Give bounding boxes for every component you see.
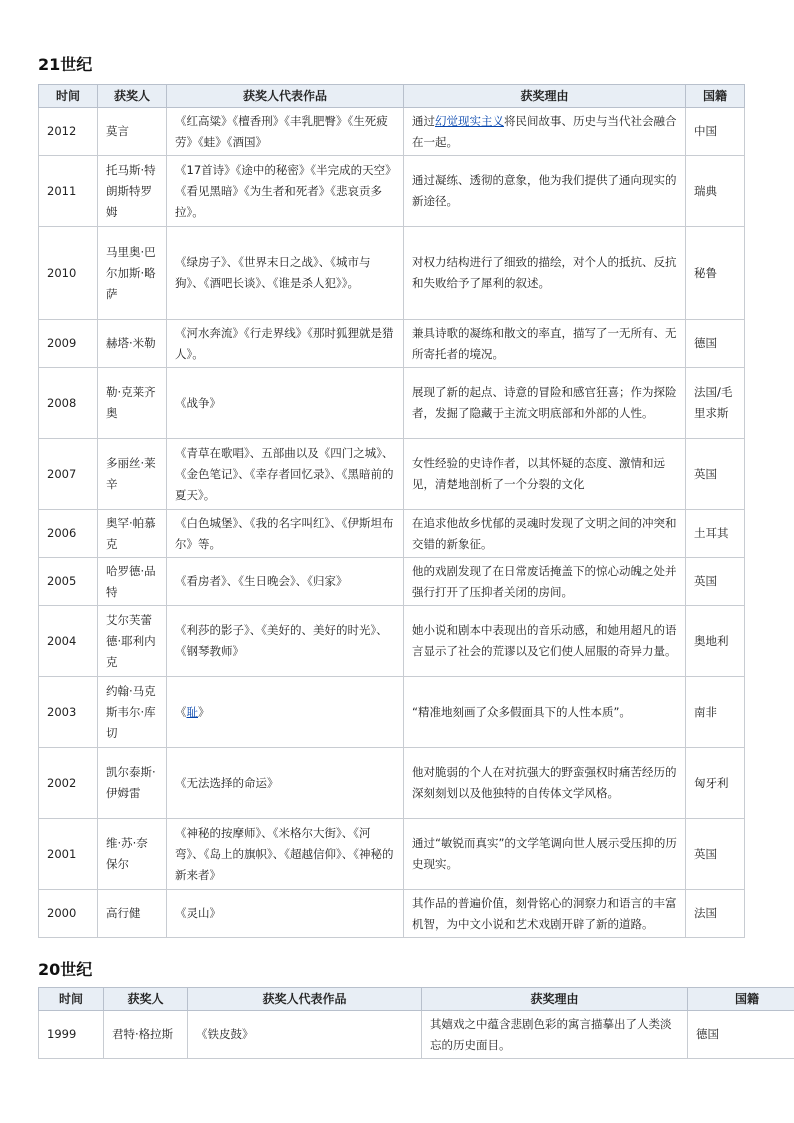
cell-works <box>188 1011 422 1059</box>
cell-reason <box>404 320 686 368</box>
cell-country: 秘鲁 <box>686 227 745 320</box>
wiki-link[interactable]: 幻觉现实主义 <box>435 113 504 128</box>
cell-works <box>167 108 404 156</box>
cell-laureate: 高行健 <box>98 890 167 938</box>
table-header-row <box>39 988 794 1011</box>
cell-country: 德国 <box>686 320 745 368</box>
cell-laureate: 多丽丝·莱辛 <box>98 439 167 510</box>
cell-laureate: 托马斯·特朗斯特罗姆 <box>98 156 167 227</box>
nobel-table-21st-century <box>38 84 745 938</box>
text-run: 通过凝练、透彻的意象，他为我们提供了通向现实的新途径。 <box>412 173 677 208</box>
text-run: 在追求他故乡忧郁的灵魂时发现了文明之间的冲突和交错的新象征。 <box>412 515 677 551</box>
text-run: 《战争》 <box>175 395 221 410</box>
cell-country: 英国 <box>686 439 745 510</box>
cell-works <box>167 320 404 368</box>
table-row <box>39 510 745 558</box>
cell-reason <box>404 890 686 938</box>
table-row <box>39 558 745 606</box>
cell-reason <box>404 156 686 227</box>
cell-laureate: 艾尔芙蕾德·耶利内克 <box>98 606 167 677</box>
text-run: 《17首诗》《途中的秘密》《半完成的天空》《看见黑暗》《为生者和死者》《悲哀贡多拉》。 <box>175 162 391 219</box>
header-laureate: 获奖人 <box>104 988 188 1011</box>
section-title-20th-century: 20世纪 <box>38 960 93 979</box>
cell-laureate: 哈罗德·品特 <box>98 558 167 606</box>
text-run: 《 <box>175 704 187 719</box>
text-run: 《灵山》 <box>175 906 221 920</box>
cell-country: 德国 <box>688 1011 794 1059</box>
cell-country: 法国 <box>686 890 745 938</box>
table-row <box>39 439 745 510</box>
cell-laureate: 凯尔泰斯·伊姆雷 <box>98 748 167 819</box>
text-run: “精准地刻画了众多假面具下的人性本质”。 <box>412 704 631 719</box>
section-title-21st-century: 21世纪 <box>38 55 93 74</box>
cell-country: 匈牙利 <box>686 748 745 819</box>
cell-laureate: 维·苏·奈保尔 <box>98 819 167 890</box>
cell-works <box>167 890 404 938</box>
cell-works <box>167 606 404 677</box>
table-row <box>39 677 745 748</box>
text-run: 将民间故事、历史与当代社会融合在一起。 <box>412 113 677 149</box>
table-row <box>39 819 745 890</box>
cell-year: 2004 <box>39 606 98 677</box>
cell-laureate: 马里奥·巴尔加斯·略萨 <box>98 227 167 320</box>
cell-works <box>167 439 404 510</box>
header-country: 国籍 <box>686 85 745 108</box>
cell-laureate: 赫塔·米勒 <box>98 320 167 368</box>
cell-laureate: 君特·格拉斯 <box>104 1011 188 1059</box>
cell-year: 1999 <box>39 1011 104 1059</box>
cell-reason <box>404 510 686 558</box>
text-run: 《铁皮鼓》 <box>196 1027 254 1041</box>
text-run: 他的戏剧发现了在日常废话掩盖下的惊心动魄之处并强行打开了压抑者关闭的房间。 <box>412 563 677 599</box>
table-row <box>39 368 745 439</box>
cell-country: 土耳其 <box>686 510 745 558</box>
text-run: 《利莎的影子》、《美好的、美好的时光》、《钢琴教师》 <box>175 623 388 658</box>
header-reason: 获奖理由 <box>422 988 688 1011</box>
text-run: 《无法选择的命运》 <box>175 775 279 790</box>
header-year: 时间 <box>39 85 98 108</box>
cell-reason <box>404 748 686 819</box>
text-run: 《白色城堡》、《我的名字叫红》、《伊斯坦布尔》等。 <box>175 515 394 551</box>
cell-year: 2012 <box>39 108 98 156</box>
cell-year: 2010 <box>39 227 98 320</box>
wiki-link[interactable]: 耻 <box>186 704 198 719</box>
cell-reason <box>404 606 686 677</box>
header-laureate: 获奖人 <box>98 85 167 108</box>
table-row <box>39 227 745 320</box>
table-row <box>39 1011 794 1059</box>
text-run: 女性经验的史诗作者，以其怀疑的态度、激情和远见，清楚地剖析了一个分裂的文化 <box>412 456 665 491</box>
table-row <box>39 606 745 677</box>
table-row <box>39 748 745 819</box>
cell-works <box>167 156 404 227</box>
cell-works <box>167 558 404 606</box>
cell-reason <box>404 108 686 156</box>
table-row <box>39 108 745 156</box>
header-works: 获奖人代表作品 <box>188 988 422 1011</box>
nobel-table-20th-century <box>38 987 794 1059</box>
text-run: 《看房者》、《生日晚会》、《归家》 <box>175 574 348 588</box>
cell-year: 2006 <box>39 510 98 558</box>
text-run: 《红高粱》《檀香刑》《丰乳肥臀》《生死疲劳》《蛙》《酒国》 <box>175 113 388 149</box>
cell-reason <box>404 677 686 748</box>
text-run: 《青草在歌唱》、五部曲以及《四门之城》、《金色笔记》、《幸存者回忆录》、《黑暗前的夏天》。 <box>175 445 394 502</box>
cell-reason <box>422 1011 688 1059</box>
cell-year: 2001 <box>39 819 98 890</box>
text-run: 通过“敏锐而真实”的文学笔调向世人展示受压抑的历史现实。 <box>412 836 677 871</box>
cell-year: 2007 <box>39 439 98 510</box>
table-row <box>39 156 745 227</box>
cell-reason <box>404 227 686 320</box>
cell-country: 奥地利 <box>686 606 745 677</box>
cell-works <box>167 368 404 439</box>
cell-year: 2002 <box>39 748 98 819</box>
cell-country: 中国 <box>686 108 745 156</box>
text-run: 兼具诗歌的凝练和散文的率直，描写了一无所有、无所寄托者的境况。 <box>412 325 677 361</box>
cell-reason <box>404 558 686 606</box>
header-reason: 获奖理由 <box>404 85 686 108</box>
cell-year: 2008 <box>39 368 98 439</box>
text-run: 通过 <box>412 113 435 128</box>
table-row <box>39 320 745 368</box>
text-run: 他对脆弱的个人在对抗强大的野蛮强权时痛苦经历的深刻刻划以及他独特的自传体文学风格。 <box>412 765 677 800</box>
cell-laureate: 勒·克莱齐奥 <box>98 368 167 439</box>
cell-year: 2009 <box>39 320 98 368</box>
cell-works <box>167 819 404 890</box>
cell-reason <box>404 439 686 510</box>
cell-works <box>167 677 404 748</box>
cell-works <box>167 748 404 819</box>
cell-laureate: 奥罕·帕慕克 <box>98 510 167 558</box>
cell-country: 瑞典 <box>686 156 745 227</box>
header-year: 时间 <box>39 988 104 1011</box>
text-run: 《神秘的按摩师》、《米格尔大街》、《河弯》、《岛上的旗帜》、《超越信仰》、《神秘的新来者》 <box>175 825 394 882</box>
cell-country: 英国 <box>686 558 745 606</box>
table-header-row <box>39 85 745 108</box>
cell-year: 2005 <box>39 558 98 606</box>
text-run: 其作品的普遍价值，刻骨铭心的洞察力和语言的丰富机智，为中文小说和艺术戏剧开辟了新的道路。 <box>412 895 677 931</box>
cell-year: 2011 <box>39 156 98 227</box>
table-row <box>39 890 745 938</box>
header-works: 获奖人代表作品 <box>167 85 404 108</box>
text-run: 展现了新的起点、诗意的冒险和感官狂喜；作为探险者，发掘了隐藏于主流文明底部和外部的人性。 <box>412 385 677 420</box>
cell-country: 南非 <box>686 677 745 748</box>
cell-works <box>167 227 404 320</box>
cell-country: 英国 <box>686 819 745 890</box>
text-run: 对权力结构进行了细致的描绘，对个人的抵抗、反抗和失败给予了犀利的叙述。 <box>412 255 677 290</box>
cell-year: 2000 <box>39 890 98 938</box>
cell-year: 2003 <box>39 677 98 748</box>
cell-laureate: 约翰·马克斯韦尔·库切 <box>98 677 167 748</box>
text-run: 《绿房子》、《世界末日之战》、《城市与狗》、《酒吧长谈》、《谁是杀人犯》》。 <box>175 255 371 290</box>
text-run: 《河水奔流》《行走界线》《那时狐狸就是猎人》。 <box>175 325 394 361</box>
text-run: 其嬉戏之中蕴含悲剧色彩的寓言描摹出了人类淡忘的历史面目。 <box>430 1016 672 1052</box>
text-run: 》 <box>198 704 210 719</box>
cell-country: 法国/毛里求斯 <box>686 368 745 439</box>
cell-works <box>167 510 404 558</box>
cell-laureate: 莫言 <box>98 108 167 156</box>
cell-reason <box>404 819 686 890</box>
text-run: 她小说和剧本中表现出的音乐动感，和她用超凡的语言显示了社会的荒谬以及它们使人屈服的奇异力量。 <box>412 623 677 658</box>
cell-reason <box>404 368 686 439</box>
header-country: 国籍 <box>688 988 794 1011</box>
